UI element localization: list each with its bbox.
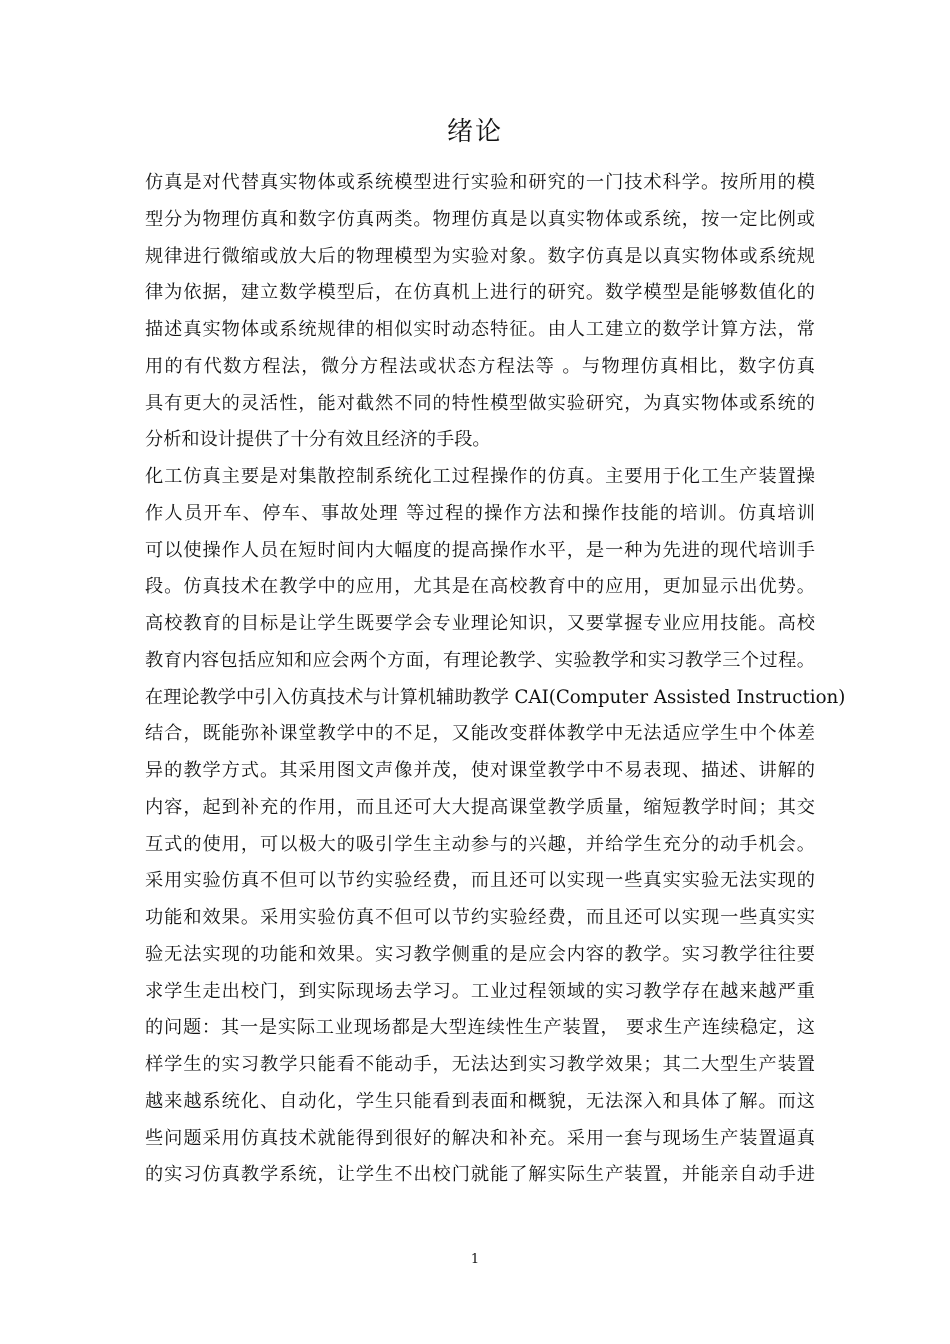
paragraph-2-line-2: 作人员开车、停车、事故处理 等过程的操作方法和操作技能的培训。仿真培训	[145, 502, 815, 524]
paragraph-2-line-9: 异的教学方式。其采用图文声像并茂，使对课堂教学中不易表现、描述、讲解的	[145, 760, 815, 781]
paragraph-2-line-19: 些问题采用仿真技术就能得到很好的解决和补充。采用一套与现场生产装置逼真	[145, 1127, 815, 1149]
paragraph-2-line-1: 化工仿真主要是对集散控制系统化工过程操作的仿真。主要用于化工生产装置操	[145, 466, 815, 487]
paragraph-2-line-5: 高校教育的目标是让学生既要学会专业理论知识，又要掌握专业应用技能。高校	[145, 613, 815, 634]
paragraph-2-line-10: 内容，起到补充的作用，而且还可大大提高课堂教学质量，缩短教学时间；其交	[145, 796, 815, 818]
body-text	[145, 165, 846, 1194]
paragraph-2-line-13: 功能和效果。采用实验仿真不但可以节约实验经费，而且还可以实现一些真实实	[145, 907, 815, 928]
paragraph-2-line-15: 求学生走出校门，到实际现场去学习。工业过程领域的实习教学存在越来越严重	[145, 980, 815, 1002]
paragraph-2-line-3: 可以使操作人员在短时间内大幅度的提高操作水平，是一种为先进的现代培训手	[145, 539, 815, 561]
paragraph-2-line-14: 验无法实现的功能和效果。实习教学侧重的是应会内容的教学。实习教学往往要	[145, 943, 815, 965]
paragraph-2-line-20: 的实习仿真教学系统，让学生不出校门就能了解实际生产装置，并能亲自动手进	[145, 1164, 815, 1186]
paragraph-2-line-11: 互式的使用，可以极大的吸引学生主动参与的兴趣，并给学生充分的动手机会。	[145, 833, 815, 855]
paragraph-2-line-12: 采用实验仿真不但可以节约实验经费，而且还可以实现一些真实实验无法实现的	[145, 870, 815, 892]
paragraph-1-line-3: 规律进行微缩或放大后的物理模型为实验对象。数字仿真是以真实物体或系统规	[145, 245, 815, 267]
paragraph-1-line-6: 用的有代数方程法，微分方程法或状态方程法等 。与物理仿真相比，数字仿真	[145, 355, 815, 377]
page-title: 绪论	[446, 117, 503, 147]
page-number: 1	[470, 1252, 480, 1267]
paragraph-2-line-18: 越来越系统化、自动化，学生只能看到表面和概貌，无法深入和具体了解。而这	[145, 1090, 815, 1112]
paragraph-1-line-8: 分析和设计提供了十分有效且经济的手段。	[145, 429, 491, 451]
paragraph-1-line-4: 律为依据，建立数学模型后，在仿真机上进行的研究。数学模型是能够数值化的	[145, 282, 815, 304]
paragraph-2-line-4: 段。仿真技术在教学中的应用，尤其是在高校教育中的应用，更加显示出优势。	[145, 576, 815, 598]
paragraph-1-line-1: 仿真是对代替真实物体或系统模型进行实验和研究的一门技术科学。按所用的模	[145, 172, 815, 193]
paragraph-2-line-16: 的问题：其一是实际工业现场都是大型连续性生产装置， 要求生产连续稳定，这	[145, 1017, 815, 1039]
paragraph-1-line-2: 型分为物理仿真和数字仿真两类。物理仿真是以真实物体或系统，按一定比例或	[145, 208, 815, 230]
paragraph-2-line-8: 结合，既能弥补课堂教学中的不足，又能改变群体教学中无法适应学生中个体差	[145, 723, 815, 745]
paragraph-2-line-6: 教育内容包括应知和应会两个方面，有理论教学、实验教学和实习教学三个过程。	[145, 649, 815, 671]
paragraph-1-line-5: 描述真实物体或系统规律的相似实时动态特征。由人工建立的数学计算方法，常	[145, 319, 815, 340]
paragraph-2-line-7: 在理论教学中引入仿真技术与计算机辅助教学 CAI(Computer Assisted Instruction)	[145, 686, 846, 708]
paragraph-1-line-7: 具有更大的灵活性，能对截然不同的特性模型做实验研究，为真实物体或系统的	[145, 392, 815, 414]
paragraph-2-line-17: 样学生的实习教学只能看不能动手，无法达到实习教学效果；其二大型生产装置	[145, 1054, 815, 1075]
